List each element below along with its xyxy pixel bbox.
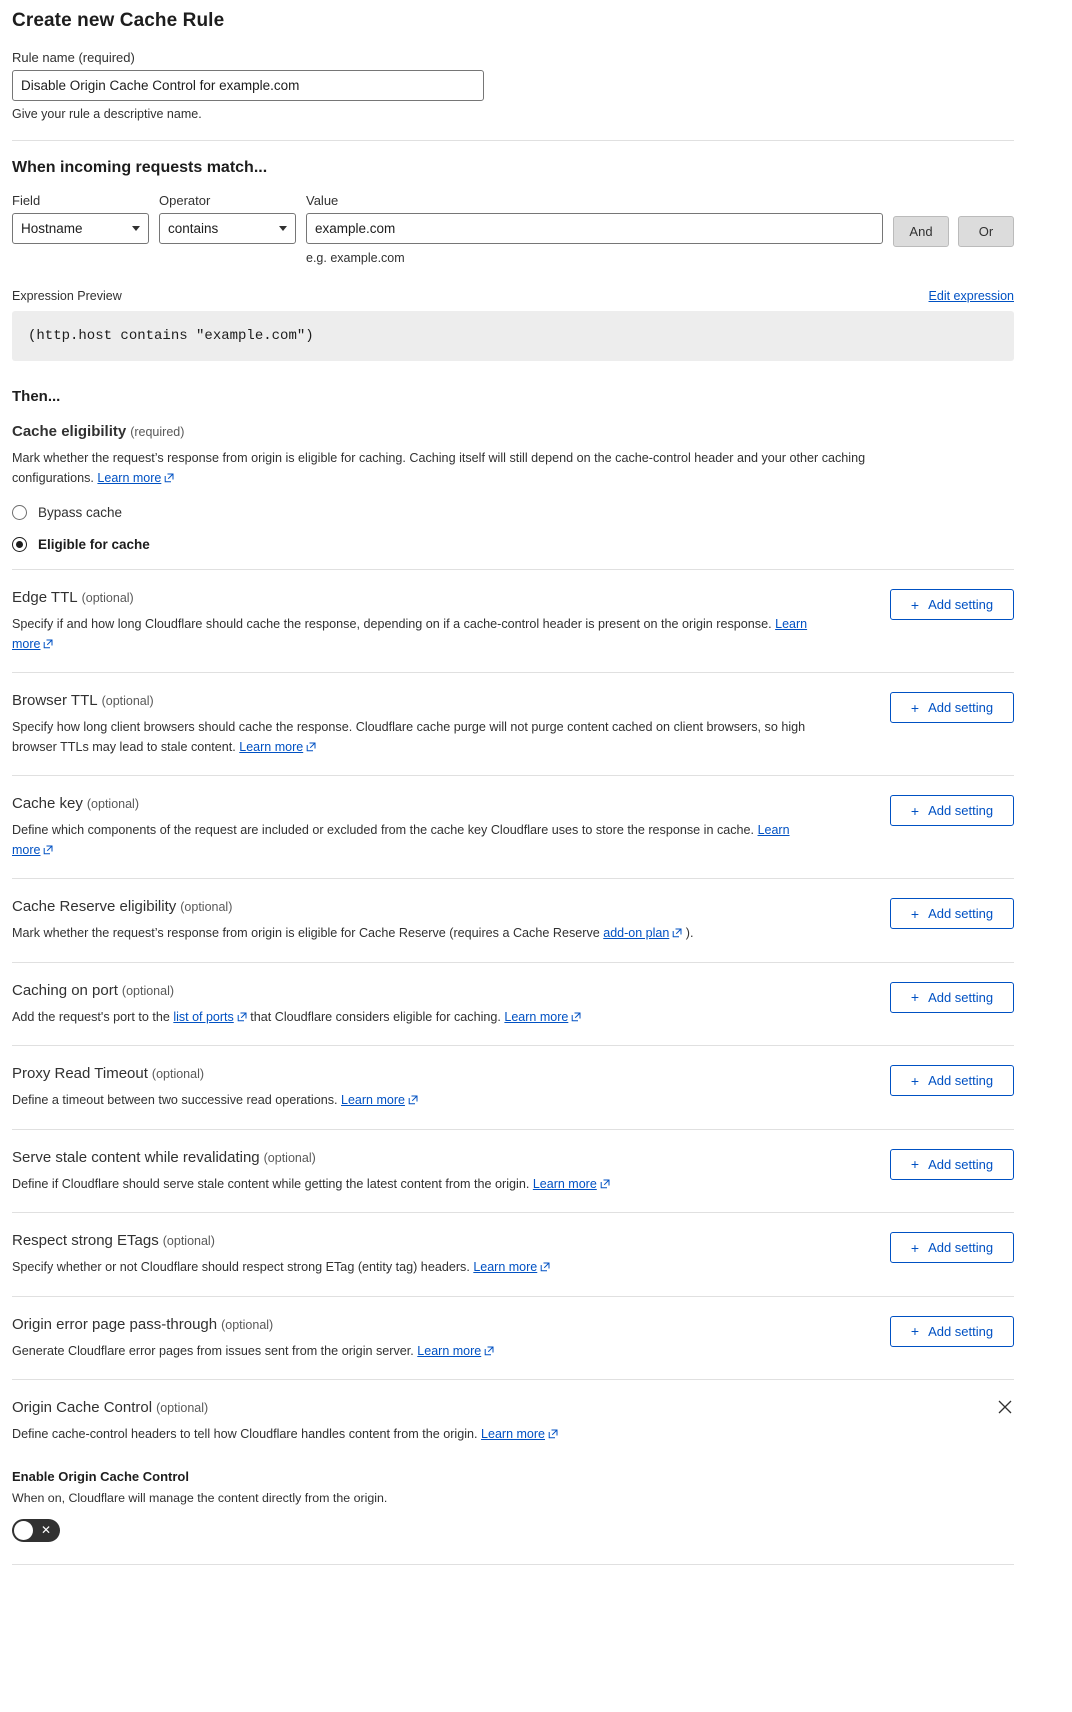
learn-more-link[interactable]: Learn more: [532, 1176, 597, 1191]
enable-origin-cache-control-label: Enable Origin Cache Control: [12, 1468, 189, 1484]
setting-name: Caching on port (optional): [12, 981, 175, 999]
operator-select[interactable]: [159, 213, 296, 244]
toggle-knob: [14, 1521, 33, 1540]
add-setting-label: Add setting: [928, 989, 994, 1005]
expression-preview: (http.host contains "example.com"): [12, 311, 1014, 361]
learn-more-link[interactable]: Learn more: [12, 823, 790, 857]
add-setting-button[interactable]: [890, 1232, 1014, 1263]
radio-bypass-cache[interactable]: [12, 505, 1014, 520]
expression-label: Expression Preview: [12, 289, 122, 303]
cache-eligibility-block: [12, 405, 1014, 552]
setting-caching-on-port: [12, 962, 1014, 1046]
setting-description: Specify how long client browsers should cache the response. Cloudflare cache purge will not purge content cached on client browsers, so high browser TTLs may lead to stale content. Learn more: [12, 720, 806, 754]
value-label: Value: [306, 193, 339, 208]
plus-icon: +: [910, 1239, 920, 1256]
learn-more-link[interactable]: Learn more: [97, 470, 162, 485]
add-setting-label: Add setting: [928, 1323, 994, 1339]
radio-eligible-for-cache[interactable]: [12, 537, 1014, 552]
add-setting-label: Add setting: [928, 906, 994, 922]
plus-icon: +: [910, 699, 920, 716]
learn-more-link[interactable]: Learn more: [481, 1427, 545, 1442]
operator-label: Operator: [159, 193, 211, 208]
cache-eligibility-description: Mark whether the request’s response from origin is eligible for caching. Caching itself will still depend on the cache-control header and your other caching configurations. Learn more: [12, 451, 866, 485]
plus-icon: +: [910, 802, 920, 819]
plus-icon: +: [910, 596, 920, 613]
external-link-icon: [43, 636, 53, 646]
setting-description: Specify whether or not Cloudflare should respect strong ETag (entity tag) headers. Learn more: [12, 1258, 550, 1278]
setting-name: Proxy Read Timeout (optional): [12, 1065, 205, 1083]
add-setting-button[interactable]: [890, 589, 1014, 620]
learn-more-link[interactable]: Learn more: [473, 1260, 538, 1275]
origin-cache-control-description: Define cache-control headers to tell how Cloudflare handles content from the origin. Learn more: [12, 1425, 1014, 1445]
add-setting-label: Add setting: [928, 1156, 994, 1172]
origin-cache-control-title: Origin Cache Control (optional): [12, 1399, 209, 1417]
expression-header: [12, 289, 1014, 303]
list-of-ports-link[interactable]: list of ports: [173, 1009, 234, 1024]
add-setting-button[interactable]: [890, 1149, 1014, 1180]
add-setting-button[interactable]: [890, 898, 1014, 929]
add-setting-button[interactable]: [890, 982, 1014, 1013]
setting-name: Cache Reserve eligibility (optional): [12, 898, 233, 916]
rule-name-helper: Give your rule a descriptive name.: [12, 107, 202, 121]
add-setting-label: Add setting: [928, 597, 994, 613]
add-setting-label: Add setting: [928, 700, 994, 716]
setting-origin-cache-control: [12, 1379, 1014, 1552]
operator-column: [159, 193, 296, 244]
page-title: Create new Cache Rule: [12, 10, 225, 31]
rule-name-group: [12, 50, 1014, 121]
radio-icon[interactable]: [12, 505, 27, 520]
setting-cache-reserve-eligibility: [12, 878, 1014, 962]
setting-origin-error-page-pass-through: [12, 1296, 1014, 1380]
then-heading: Then...: [12, 388, 61, 405]
external-link-icon: [540, 1259, 550, 1269]
value-input[interactable]: [306, 213, 883, 244]
setting-description: Mark whether the request’s response from origin is eligible for Cache Reserve (requires a Cache Reserve add-on plan ).: [12, 926, 694, 941]
edit-expression-link[interactable]: Edit expression: [928, 289, 1014, 303]
setting-name: Serve stale content while revalidating (optional): [12, 1148, 316, 1166]
add-setting-button[interactable]: [890, 692, 1014, 723]
setting-description: Define which components of the request are included or excluded from the cache key Cloudflare uses to store the response in cache. Learn more: [12, 823, 790, 857]
field-column: [12, 193, 149, 244]
setting-name: Edge TTL (optional): [12, 589, 134, 607]
external-link-icon: [484, 1343, 494, 1353]
plus-icon: +: [910, 1156, 920, 1173]
cache-rule-form: [0, 10, 1072, 1565]
match-heading: When incoming requests match...: [12, 159, 268, 176]
setting-name: Browser TTL (optional): [12, 692, 154, 710]
add-setting-label: Add setting: [928, 803, 994, 819]
setting-respect-strong-etags: [12, 1212, 1014, 1296]
add-setting-button[interactable]: [890, 1316, 1014, 1347]
setting-proxy-read-timeout: [12, 1045, 1014, 1129]
setting-name: Origin error page pass-through (optional): [12, 1315, 274, 1333]
add-setting-label: Add setting: [928, 1073, 994, 1089]
enable-origin-cache-control-toggle[interactable]: [12, 1519, 60, 1542]
field-label: Field: [12, 193, 41, 208]
divider: [12, 140, 1014, 141]
plus-icon: +: [910, 989, 920, 1006]
learn-more-link[interactable]: Learn more: [12, 617, 808, 651]
setting-browser-ttl: [12, 672, 1014, 775]
external-link-icon: [164, 470, 174, 480]
learn-more-link[interactable]: Learn more: [341, 1093, 405, 1108]
value-hint: e.g. example.com: [306, 251, 405, 265]
radio-eligible-for-cache-label: Eligible for cache: [38, 537, 150, 553]
setting-description: Define if Cloudflare should serve stale content while getting the latest content from the origin. Learn more: [12, 1175, 610, 1195]
setting-cache-key: [12, 775, 1014, 878]
setting-serve-stale-content: [12, 1129, 1014, 1213]
rule-name-input[interactable]: [12, 70, 484, 101]
external-link-icon: [672, 925, 682, 935]
setting-edge-ttl: [12, 569, 1014, 672]
bottom-divider: [12, 1564, 1014, 1565]
plus-icon: +: [910, 1072, 920, 1089]
toggle-off-icon: ✕: [40, 1522, 51, 1537]
or-button[interactable]: Or: [958, 216, 1014, 247]
external-link-icon: [571, 1009, 581, 1019]
add-setting-button[interactable]: [890, 795, 1014, 826]
external-link-icon: [408, 1092, 418, 1102]
external-link-icon: [237, 1009, 247, 1019]
external-link-icon: [306, 739, 316, 749]
plus-icon: +: [910, 1323, 920, 1340]
setting-description: Add the request's port to the list of ports that Cloudflare considers eligible for caching. Learn more: [12, 1008, 581, 1028]
close-icon[interactable]: [996, 1398, 1014, 1416]
external-link-icon: [600, 1176, 610, 1186]
value-column: [306, 193, 883, 265]
plus-icon: +: [910, 905, 920, 922]
field-select[interactable]: [12, 213, 149, 244]
match-row: [12, 193, 1014, 265]
setting-name: Respect strong ETags (optional): [12, 1232, 215, 1250]
radio-icon-selected[interactable]: [12, 537, 27, 552]
add-on-plan-link[interactable]: add-on plan: [603, 926, 670, 941]
and-button[interactable]: And: [893, 216, 949, 247]
learn-more-link[interactable]: Learn more: [239, 739, 304, 754]
learn-more-link[interactable]: Learn more: [504, 1009, 569, 1024]
setting-description: Generate Cloudflare error pages from issues sent from the origin server. Learn more: [12, 1342, 494, 1362]
enable-origin-cache-control-description: When on, Cloudflare will manage the content directly from the origin.: [12, 1490, 388, 1505]
radio-bypass-cache-label: Bypass cache: [38, 505, 123, 521]
rule-name-label: Rule name (required): [12, 50, 135, 65]
setting-description: Specify if and how long Cloudflare should cache the response, depending on if a cache-control header is present on the origin response. Learn more: [12, 617, 808, 651]
learn-more-link[interactable]: Learn more: [417, 1343, 482, 1358]
external-link-icon: [548, 1426, 558, 1436]
external-link-icon: [43, 842, 53, 852]
setting-name: Cache key (optional): [12, 795, 139, 813]
cache-eligibility-title: Cache eligibility (required): [12, 423, 185, 440]
add-setting-label: Add setting: [928, 1240, 994, 1256]
setting-description: Define a timeout between two successive read operations. Learn more: [12, 1091, 418, 1111]
add-setting-button[interactable]: [890, 1065, 1014, 1096]
